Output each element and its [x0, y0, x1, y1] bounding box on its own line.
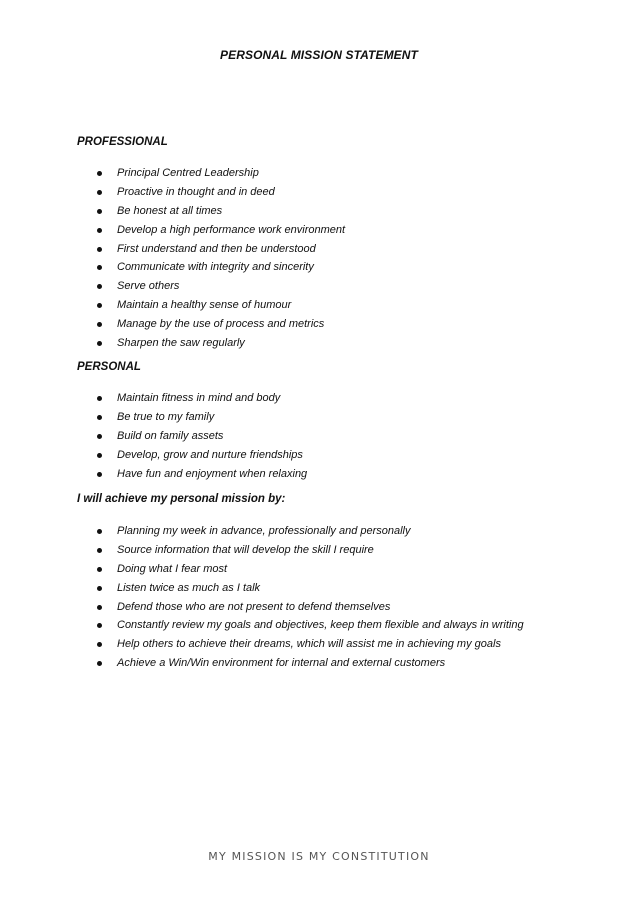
document-title: PERSONAL MISSION STATEMENT [220, 48, 418, 62]
list-item [95, 296, 345, 315]
list-item-text: Serve others [117, 280, 180, 293]
bullet-icon [97, 228, 102, 233]
list-item [95, 522, 524, 541]
list-item-text: Achieve a Win/Win environment for internal and external customers [117, 657, 446, 670]
achieve-list [95, 522, 524, 673]
bullet-icon [97, 642, 102, 647]
list-item-text: Planning my week in advance, professionally and personally [117, 525, 411, 537]
list-item [95, 221, 345, 240]
footer-text: MY MISSION IS MY CONSTITUTION [208, 850, 430, 863]
bullet-icon [97, 209, 102, 214]
bullet-icon [97, 396, 102, 401]
personal-list [95, 389, 307, 483]
list-item [95, 635, 524, 654]
list-item [95, 427, 307, 446]
list-item-text: Sharpen the saw regularly [117, 337, 245, 350]
list-item [95, 258, 345, 277]
list-item [95, 183, 345, 202]
list-item [95, 541, 524, 560]
bullet-icon [97, 284, 102, 289]
list-item [95, 465, 307, 484]
bullet-icon [97, 303, 102, 308]
bullet-icon [97, 453, 102, 458]
list-item-text: Doing what I fear most [117, 562, 228, 575]
bullet-icon [97, 322, 102, 327]
list-item [95, 446, 307, 465]
list-item-text: Listen twice as much as I talk [117, 581, 261, 594]
list-item [95, 408, 307, 427]
list-item-text: Help others to achieve their dreams, which will assist me in achieving my goals [117, 638, 501, 651]
bullet-icon [97, 586, 102, 591]
list-item-text: Be honest at all times [117, 204, 223, 217]
list-item-text: Principal Centred Leadership [117, 167, 259, 179]
bullet-icon [97, 661, 102, 666]
bullet-icon [97, 529, 102, 534]
list-item [95, 560, 524, 579]
list-item-text: Be true to my family [117, 410, 215, 423]
list-item-text: Have fun and enjoyment when relaxing [117, 467, 308, 480]
list-item-text: Develop, grow and nurture friendships [117, 448, 303, 461]
bullet-icon [97, 415, 102, 420]
list-item [95, 389, 307, 408]
list-item-text: Defend those who are not present to defend themselves [117, 600, 391, 613]
bullet-icon [97, 190, 102, 195]
list-item [95, 616, 524, 635]
list-item-text: Maintain fitness in mind and body [117, 392, 281, 404]
bullet-icon [97, 434, 102, 439]
bullet-icon [97, 548, 102, 553]
bullet-icon [97, 247, 102, 252]
list-item-text: Proactive in thought and in deed [117, 185, 275, 198]
bullet-icon [97, 605, 102, 610]
personal-heading: PERSONAL [77, 361, 141, 373]
list-item [95, 202, 345, 221]
list-item-text: First understand and then be understood [117, 242, 316, 255]
list-item-text: Build on family assets [117, 429, 224, 442]
bullet-icon [97, 341, 102, 346]
list-item-text: Communicate with integrity and sincerity [117, 261, 314, 274]
bullet-icon [97, 472, 102, 477]
professional-heading: PROFESSIONAL [77, 136, 168, 148]
list-item-text: Source information that will develop the skill I require [117, 543, 374, 556]
list-item [95, 579, 524, 598]
list-item-text: Develop a high performance work environment [117, 223, 346, 236]
bullet-icon [97, 265, 102, 270]
list-item-text: Manage by the use of process and metrics [117, 318, 325, 331]
bullet-icon [97, 171, 102, 176]
achieve-heading: I will achieve my personal mission by: [77, 493, 286, 505]
list-item [95, 315, 345, 334]
bullet-icon [97, 567, 102, 572]
list-item [95, 654, 524, 673]
list-item [95, 598, 524, 617]
list-item-text: Constantly review my goals and objectives, keep them flexible and always in writing [117, 619, 524, 632]
list-item [95, 277, 345, 296]
list-item [95, 334, 345, 353]
bullet-icon [97, 623, 102, 628]
professional-list [95, 164, 345, 353]
list-item [95, 164, 345, 183]
list-item [95, 240, 345, 259]
list-item-text: Maintain a healthy sense of humour [117, 299, 292, 312]
